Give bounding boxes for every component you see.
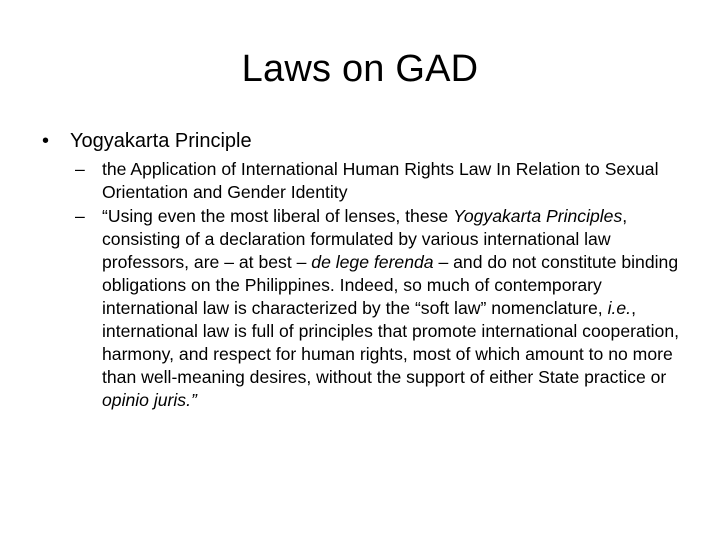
bullet-text: Yogyakarta Principle bbox=[70, 130, 252, 152]
slide-title: Laws on GAD bbox=[241, 48, 479, 90]
dash-marker: – bbox=[75, 206, 85, 226]
sub-item-text: the Application of International Human Rights Law In Relation to Sexual Orientation and Gender Identity bbox=[102, 159, 659, 202]
sub-list bbox=[75, 158, 695, 412]
quote-italic-yogyakarta-principles: Yogyakarta Principles bbox=[453, 206, 623, 226]
quote-text-part-2: , consisting of a declaration formulated by various international law professors, are – at best – bbox=[102, 206, 628, 272]
dash-marker: – bbox=[75, 159, 85, 179]
bullet-item-yogyakarta bbox=[42, 128, 702, 154]
quote-italic-ie: i.e. bbox=[607, 298, 632, 318]
bullet-marker: • bbox=[42, 130, 50, 152]
quote-text-part-1: “Using even the most liberal of lenses, these bbox=[102, 206, 454, 226]
sub-item-quote bbox=[75, 205, 695, 412]
quote-text-part-3: – and do not constitute binding obligations on the Philippines. Indeed, so much of contemporary international law is characterized by the “soft law” nomenclature, bbox=[102, 252, 679, 318]
sub-item-application bbox=[75, 158, 695, 204]
quote-text-part-4: , international law is full of principles that promote international cooperation, harmony, and respect for human rights, most of which amount to no more than well-meaning desires, without the support of either State practice or bbox=[102, 298, 680, 387]
quote-italic-de-lege-ferenda: de lege ferenda bbox=[311, 252, 434, 272]
quote-italic-opinio-juris: opinio juris.” bbox=[102, 390, 197, 410]
slide-content bbox=[42, 128, 702, 413]
